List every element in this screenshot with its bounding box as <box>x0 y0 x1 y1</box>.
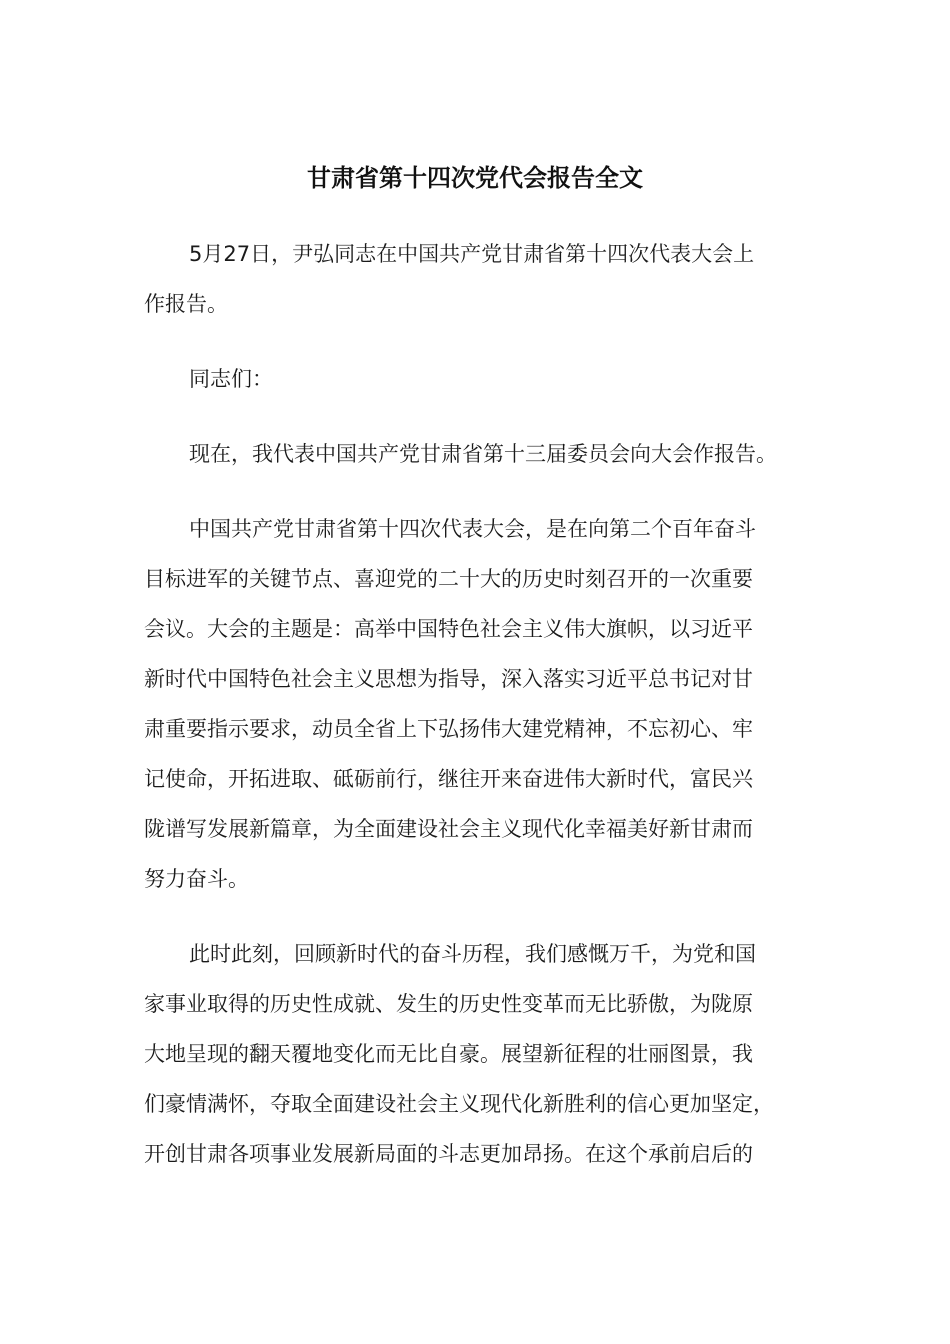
text-line: 中国共产党甘肃省第十四次代表大会，是在向第二个百年奋斗 <box>189 517 756 541</box>
paragraph <box>144 429 816 479</box>
text-line: 肃重要指示要求，动员全省上下弘扬伟大建党精神，不忘初心、牢 <box>144 717 753 741</box>
paragraph <box>144 504 816 904</box>
text-line: 现在，我代表中国共产党甘肃省第十三届委员会向大会作报告。 <box>189 442 777 466</box>
text-line: 开创甘肃各项事业发展新局面的斗志更加昂扬。在这个承前启后的 <box>144 1142 753 1166</box>
document-title: 甘肃省第十四次党代会报告全文 <box>307 164 643 192</box>
text-line: 同志们： <box>189 367 273 391</box>
paragraph <box>144 354 816 404</box>
text-line: 记使命，开拓进取、砥砺前行，继往开来奋进伟大新时代，富民兴 <box>144 767 753 791</box>
text-line: 作报告。 <box>144 292 228 316</box>
text-line: 大地呈现的翻天覆地变化而无比自豪。展望新征程的壮丽图景，我 <box>144 1042 753 1066</box>
text-line: 努力奋斗。 <box>144 867 249 891</box>
text-line: 们豪情满怀，夺取全面建设社会主义现代化新胜利的信心更加坚定， <box>144 1092 774 1116</box>
paragraph <box>144 929 816 1179</box>
text-line: 新时代中国特色社会主义思想为指导，深入落实习近平总书记对甘 <box>144 667 753 691</box>
document-body <box>144 229 816 1204</box>
text-line: 陇谱写发展新篇章，为全面建设社会主义现代化幸福美好新甘肃而 <box>144 817 753 841</box>
paragraph <box>144 229 816 329</box>
text-line: 5月27日，尹弘同志在中国共产党甘肃省第十四次代表大会上 <box>189 242 755 266</box>
text-line: 会议。大会的主题是：高举中国特色社会主义伟大旗帜，以习近平 <box>144 617 753 641</box>
text-line: 家事业取得的历史性成就、发生的历史性变革而无比骄傲，为陇原 <box>144 992 753 1016</box>
text-line: 目标进军的关键节点、喜迎党的二十大的历史时刻召开的一次重要 <box>144 567 753 591</box>
text-line: 此时此刻，回顾新时代的奋斗历程，我们感慨万千，为党和国 <box>189 942 756 966</box>
